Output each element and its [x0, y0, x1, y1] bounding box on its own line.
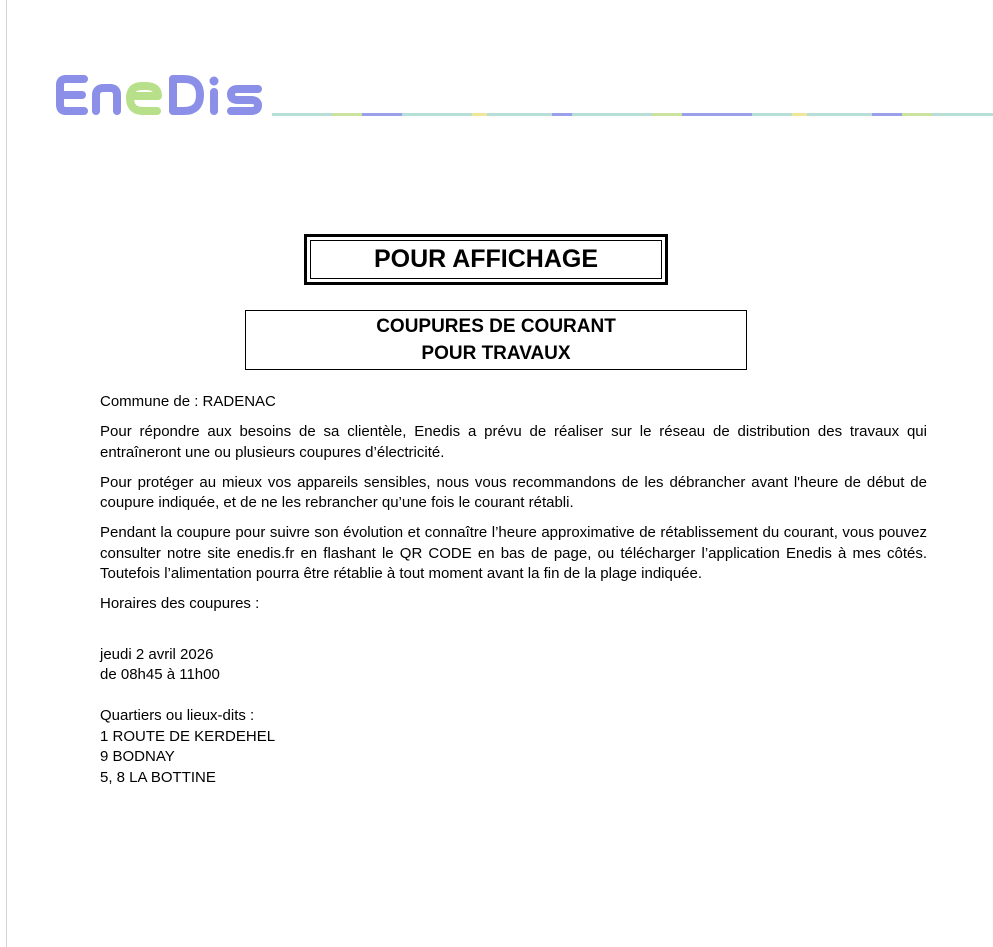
horaires-label: Horaires des coupures : [100, 595, 260, 612]
follow-paragraph: Pendant la coupure pour suivre son évolution et connaître l’heure approximative de rétablissement du courant, vous pouvez consulter notre site enedis.fr en flashant le QR CODE en bas de page, ou télécharger l’application Enedis à mes côtés. Toutefois l’alimentation pourra être rétablie à tout moment avant la fin de la plage indiquée. [100, 524, 927, 582]
spacer [100, 686, 927, 707]
location-item: 9 BODNAY [100, 748, 175, 765]
logo-divider-line [272, 113, 993, 116]
affichage-title: POUR AFFICHAGE [310, 240, 662, 279]
enedis-logo [54, 68, 266, 122]
coupures-title-line2: POUR TRAVAUX [421, 343, 571, 364]
location-item: 5, 8 LA BOTTINE [100, 768, 216, 786]
affichage-title-box [304, 234, 668, 285]
page-edge [6, 0, 7, 947]
schedule-time: de 08h45 à 11h00 [100, 666, 220, 683]
spacer [100, 624, 927, 645]
location-item: 1 ROUTE DE KERDEHEL [100, 727, 276, 745]
intro-paragraph: Pour répondre aux besoins de sa clientèle, Enedis a prévu de réaliser sur le réseau de distribution des travaux qui entraîneront une ou plusieurs coupures d’électricité. [100, 423, 927, 461]
coupures-title-line1: COUPURES DE COURANT [376, 316, 616, 337]
protection-paragraph: Pour protéger au mieux vos appareils sensibles, nous vous recommandons de les débrancher avant l'heure de début de coupure indiquée, et de ne les rebrancher qu’une fois le courant rétabli. [100, 473, 927, 511]
locations-label: Quartiers ou lieux-dits : [100, 707, 255, 724]
schedule-date: jeudi 2 avril 2026 [100, 645, 214, 663]
coupures-title-box [245, 310, 747, 370]
commune-line: Commune de : RADENAC [100, 393, 276, 410]
notice-body [100, 392, 927, 788]
